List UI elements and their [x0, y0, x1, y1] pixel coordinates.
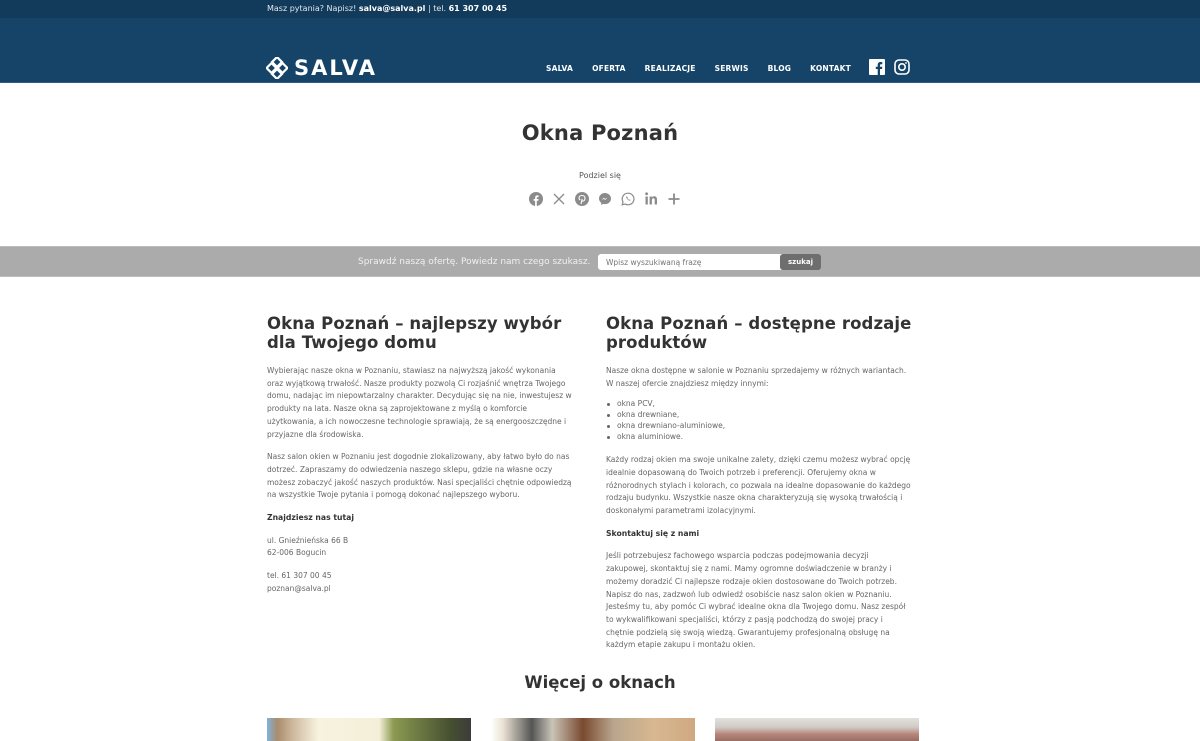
top-info-bar: [0, 0, 1200, 18]
share-label: Podziel się: [579, 171, 621, 180]
site-header: [0, 18, 1200, 83]
contact-email[interactable]: poznan@salva.pl: [267, 583, 331, 593]
contact-phone[interactable]: tel. 61 307 00 45: [267, 571, 332, 581]
article-thumbnail[interactable]: [267, 718, 471, 741]
contact-details: [267, 570, 573, 595]
right-paragraph-3: Jeśli potrzebujesz fachowego wsparcia podczas podejmowania decyzji zakupowej, skontaktuj się z nami. Mamy ogromne doświadczenie w branży i możemy doradzić Ci najlepsze rodzaje okien dostosowane do Twoich potrzeb. Napisz do nas, zadzwoń lub odwiedź osobiście nasz salon okien w Poznaniu. Jesteśmy tu, aby pomóc Ci wybrać idealne okna dla Twojego domu. Nasz zespół to wykwalifikowani specjaliści, którzy z pasją podchodzą do swojej pracy i chętnie podzielą się swoją wiedzą. Gwarantujemy profesjonalną obsługę na każdym etapie zakupu i montażu okien.: [606, 551, 906, 650]
main-content: [0, 277, 1200, 657]
logo-mark-icon: [266, 57, 288, 79]
main-nav: [546, 64, 870, 74]
left-column: [267, 314, 573, 596]
article-thumbnail[interactable]: [715, 718, 919, 741]
facebook-icon[interactable]: [869, 59, 885, 75]
left-paragraph-2: Nasz salon okien w Poznaniu jest dogodnie zlokalizowany, aby łatwo było do nas dotrzeć. Zapraszamy do odwiedzenia naszego sklepu, gdzie na własne oczy możesz zobaczyć jakość naszych produktów. Nasi specjaliści chętnie odpowiedzą na wszystkie Twoje pytania i pomogą dokonać najlepszego wyboru.: [267, 452, 572, 500]
right-heading: Okna Poznań – dostępne rodzaje produktów: [606, 314, 912, 352]
list-item: okna drewniano-aluminiowe,: [606, 421, 912, 432]
list-item: okna PCV,: [606, 399, 912, 410]
right-paragraph-1: Nasze okna dostępne w salonie w Poznaniu sprzedajemy w różnych wariantach. W naszej ofercie znajdziesz między innymi:: [606, 366, 907, 388]
list-item: okna aluminiowe.: [606, 432, 912, 443]
address-line-2: 62-006 Bogucin: [267, 548, 327, 558]
right-paragraph-2: Każdy rodzaj okien ma swoje unikalne zalety, dzięki czemu możesz wybrać opcję idealnie dopasowaną do Twoich potrzeb i preferencji. Oferujemy okna w różnorodnych stylach i kolorach, co pozwala na idealne dopasowanie do każdego rodzaju budynku. Wszystkie nasze okna charakteryzują się wysoką trwałością i doskonałymi parametrami izolacyjnymi.: [606, 455, 911, 516]
left-paragraph-1: Wybierając nasze okna w Poznaniu, stawiasz na najwyższą jakość wykonania oraz wyjątkową trwałość. Nasze produkty pozwolą Ci rozjaśnić wnętrza Twojego domu, nadając im niepowtarzalny charakter. Decydując się na nie, inwestujesz w produkty na lata. Nasze okna są zaprojektowane z myślą o komforcie użytkowania, a ich nowoczesne technologie sprawiają, że są energooszczędne i przyjazne dla środowiska.: [267, 366, 572, 439]
topbar-email-link[interactable]: salva@salva.pl: [358, 4, 426, 13]
nav-item-oferta[interactable]: OFERTA: [592, 64, 626, 73]
share-linkedin-icon[interactable]: [644, 191, 659, 206]
instagram-icon[interactable]: [894, 59, 910, 75]
social-links: [869, 59, 910, 75]
contact-heading: Skontaktuj się z nami: [606, 528, 700, 538]
share-x-icon[interactable]: [552, 191, 567, 206]
share-buttons: [10, 191, 1200, 206]
page-title: Okna Poznań: [521, 121, 679, 145]
related-articles: [267, 718, 919, 741]
nav-item-serwis[interactable]: SERWIS: [714, 64, 749, 73]
list-item: okna drewniane,: [606, 410, 912, 421]
search-button[interactable]: szukaj: [780, 254, 821, 270]
nav-item-salva[interactable]: SALVA: [546, 64, 574, 73]
nav-item-realizacje[interactable]: REALIZACJE: [644, 64, 696, 73]
logo-text: SALVA: [294, 55, 377, 80]
address-line-1: ul. Gnieźnieńska 66 B: [267, 535, 349, 545]
left-heading: Okna Poznań – najlepszy wybór dla Twojego domu: [267, 314, 562, 352]
nav-item-kontakt[interactable]: KONTAKT: [810, 64, 851, 73]
share-more-icon[interactable]: [667, 191, 682, 206]
share-whatsapp-icon[interactable]: [621, 191, 636, 206]
article-thumbnail[interactable]: [491, 718, 695, 741]
topbar-phone-link[interactable]: 61 307 00 45: [448, 4, 508, 13]
find-us-heading: Znajdziesz nas tutaj: [267, 513, 354, 523]
nav-item-blog[interactable]: BLOG: [767, 64, 792, 73]
address: [267, 535, 573, 560]
more-section-heading: Więcej o oknach: [524, 673, 676, 692]
topbar-separator: | tel.: [425, 4, 449, 13]
search-input[interactable]: [598, 254, 784, 270]
share-facebook-icon[interactable]: [529, 191, 544, 206]
search-prompt: Sprawdź naszą ofertę. Powiedz nam czego szukasz.: [358, 257, 591, 267]
share-messenger-icon[interactable]: [598, 191, 613, 206]
product-list: [606, 399, 912, 442]
share-pinterest-icon[interactable]: [575, 191, 590, 206]
right-column: [606, 314, 912, 652]
search-bar: [0, 246, 1200, 277]
logo[interactable]: [266, 57, 377, 79]
page-title-area: [0, 83, 1200, 246]
topbar-text: Masz pytania? Napisz!: [267, 4, 359, 13]
